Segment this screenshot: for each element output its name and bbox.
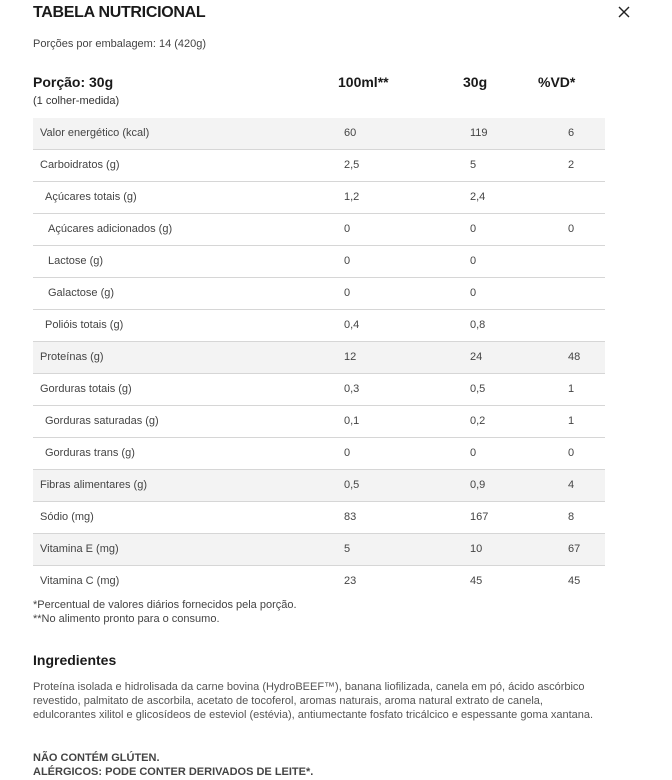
- value-100ml: 0,5: [344, 479, 360, 491]
- portions-per-package: Porções por embalagem: 14 (420g): [33, 38, 207, 50]
- value-100ml: 0,4: [344, 319, 360, 331]
- value-vd: 0: [568, 223, 575, 235]
- table-row: [33, 566, 605, 597]
- value-30g: 0,5: [470, 383, 486, 395]
- value-30g: 45: [470, 575, 483, 587]
- value-100ml: 0: [344, 223, 351, 235]
- value-vd: 1: [568, 383, 575, 395]
- table-row: [33, 438, 605, 470]
- value-30g: 0,2: [470, 415, 486, 427]
- footnotes: [33, 598, 297, 626]
- value-100ml: 23: [344, 575, 357, 587]
- value-30g: 5: [470, 159, 477, 171]
- value-30g: 0,9: [470, 479, 486, 491]
- nutrient-label: Vitamina E (mg): [40, 543, 119, 555]
- value-100ml: 0: [344, 287, 351, 299]
- value-30g: 0: [470, 255, 477, 267]
- value-100ml: 60: [344, 127, 357, 139]
- value-100ml: 5: [344, 543, 351, 555]
- table-row: [33, 470, 605, 502]
- value-30g: 10: [470, 543, 483, 555]
- table-row: [33, 214, 605, 246]
- ingredients-heading: Ingredientes: [33, 652, 117, 668]
- footnote-ready: **No alimento pronto para o consumo.: [33, 613, 220, 625]
- value-vd: 1: [568, 415, 575, 427]
- nutrient-label: Lactose (g): [48, 255, 104, 267]
- allergens-warning: ALÉRGICOS: PODE CONTER DERIVADOS DE LEITE*.: [33, 766, 314, 778]
- value-30g: 0: [470, 447, 477, 459]
- column-header-vd: %VD*: [538, 74, 576, 90]
- value-vd: 67: [568, 543, 581, 555]
- table-row: [33, 342, 605, 374]
- nutrient-label: Açúcares adicionados (g): [48, 223, 173, 235]
- nutrition-table: [33, 118, 605, 597]
- value-100ml: 0,3: [344, 383, 360, 395]
- table-row: [33, 118, 605, 150]
- table-row: [33, 246, 605, 278]
- nutrient-label: Polióis totais (g): [45, 319, 124, 331]
- nutrient-label: Carboidratos (g): [40, 159, 120, 171]
- serving-header: Porção: 30g: [33, 74, 114, 90]
- nutrient-label: Fibras alimentares (g): [40, 479, 147, 491]
- close-icon[interactable]: [617, 5, 631, 19]
- table-row: [33, 374, 605, 406]
- nutrient-label: Valor energético (kcal): [40, 127, 150, 139]
- value-vd: 2: [568, 159, 575, 171]
- gluten-warning: NÃO CONTÉM GLÚTEN.: [33, 752, 160, 764]
- table-row: [33, 406, 605, 438]
- table-row: [33, 150, 605, 182]
- value-30g: 24: [470, 351, 483, 363]
- nutrient-label: Gorduras saturadas (g): [45, 415, 159, 427]
- table-row: [33, 534, 605, 566]
- nutrient-label: Gorduras trans (g): [45, 447, 135, 459]
- value-30g: 0: [470, 223, 477, 235]
- table-row: [33, 278, 605, 310]
- value-vd: 8: [568, 511, 575, 523]
- table-row: [33, 310, 605, 342]
- nutrient-label: Sódio (mg): [40, 511, 94, 523]
- value-100ml: 12: [344, 351, 357, 363]
- column-header-100ml: 100ml**: [338, 74, 389, 90]
- value-30g: 119: [470, 127, 488, 139]
- value-100ml: 0: [344, 255, 351, 267]
- ingredients-text: Proteína isolada e hidrolisada da carne bovina (HydroBEEF™), banana liofilizada, canela em pó, ácido ascórbico revestido, palmitato de ascorbila, acetato de tocoferol, aromas naturais, aroma natural extrato de canela, edulcorantes xilitol e glicosídeos de esteviol (estévia), antiumectante fosfato tricálcico e espessante goma xantana.: [33, 681, 594, 721]
- table-row: [33, 502, 605, 534]
- value-100ml: 2,5: [344, 159, 360, 171]
- value-100ml: 83: [344, 511, 357, 523]
- value-vd: 6: [568, 127, 575, 139]
- value-30g: 0,8: [470, 319, 486, 331]
- value-vd: 48: [568, 351, 581, 363]
- value-30g: 0: [470, 287, 477, 299]
- nutrient-label: Galactose (g): [48, 287, 115, 299]
- serving-note: (1 colher-medida): [33, 95, 120, 107]
- value-30g: 167: [470, 511, 489, 523]
- modal-title: TABELA NUTRICIONAL: [33, 4, 206, 21]
- nutrient-label: Vitamina C (mg): [40, 575, 120, 587]
- nutrient-label: Açúcares totais (g): [45, 191, 137, 203]
- footnote-vd: *Percentual de valores diários fornecidos pela porção.: [33, 599, 297, 611]
- allergen-warnings: [33, 751, 313, 779]
- value-100ml: 0,1: [344, 415, 360, 427]
- value-100ml: 1,2: [344, 191, 360, 203]
- value-vd: 4: [568, 479, 575, 491]
- table-row: [33, 182, 605, 214]
- value-vd: 0: [568, 447, 575, 459]
- value-100ml: 0: [344, 447, 351, 459]
- value-vd: 45: [568, 575, 581, 587]
- nutrient-label: Gorduras totais (g): [40, 383, 132, 395]
- column-header-30g: 30g: [463, 74, 488, 90]
- value-30g: 2,4: [470, 191, 486, 203]
- nutrient-label: Proteínas (g): [40, 351, 104, 363]
